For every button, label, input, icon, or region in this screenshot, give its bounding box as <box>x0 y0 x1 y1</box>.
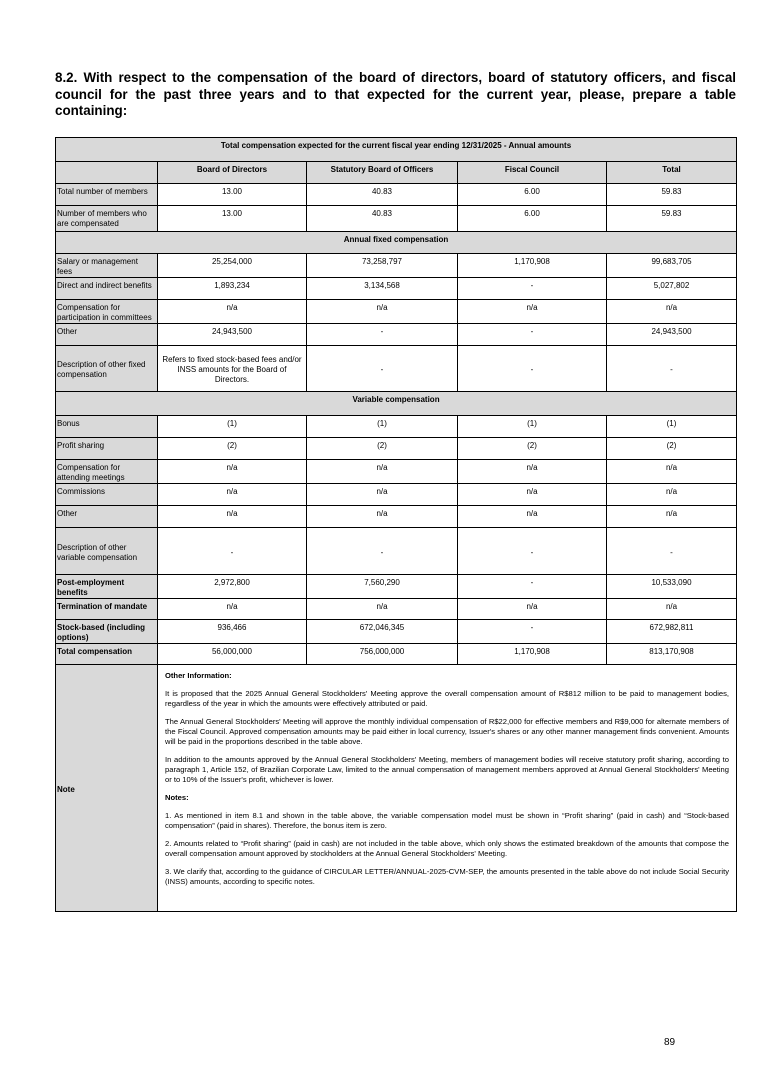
row-value: 13.00 <box>158 206 307 232</box>
row-value: - <box>158 528 307 575</box>
table-row <box>56 438 737 460</box>
row-label: Total compensation <box>56 644 158 665</box>
note-paragraph: Other Information: <box>165 671 232 680</box>
row-value: n/a <box>158 460 307 484</box>
row-value: 3,134,568 <box>307 278 458 300</box>
row-label: Termination of mandate <box>56 599 158 620</box>
table-row <box>56 575 737 599</box>
row-value: (2) <box>158 438 307 460</box>
row-value: 13.00 <box>158 184 307 206</box>
row-value: (2) <box>458 438 607 460</box>
row-value: 73,258,797 <box>307 254 458 278</box>
table-row <box>56 620 737 644</box>
note-content <box>158 665 737 912</box>
row-value: n/a <box>158 599 307 620</box>
row-value: 7,560,290 <box>307 575 458 599</box>
row-value: - <box>307 324 458 346</box>
row-value: n/a <box>458 460 607 484</box>
table-row <box>56 644 737 665</box>
row-value: - <box>458 575 607 599</box>
row-label: Salary or management fees <box>56 254 158 278</box>
row-label: Number of members who are compensated <box>56 206 158 232</box>
row-value: (1) <box>607 416 737 438</box>
section-heading: 8.2. With respect to the compensation of the board of directors, board of statutory officers, and fiscal council for the past three years and to that expected for the current year, please, prepare a table containing: <box>55 70 736 118</box>
row-value: 5,027,802 <box>607 278 737 300</box>
table-row <box>56 206 737 232</box>
row-value: n/a <box>458 599 607 620</box>
row-value: 25,254,000 <box>158 254 307 278</box>
note-paragraph: 1. As mentioned in item 8.1 and shown in the table above, the variable compensation model must be shown in “Profit sharing” (paid in cash) and “Stock-based compensation” (paid in shares). Therefore, the bonus item is zero. <box>165 811 730 830</box>
row-value: Refers to fixed stock-based fees and/or INSS amounts for the Board of Directors. <box>158 346 307 392</box>
row-value: n/a <box>307 599 458 620</box>
row-value: 40.83 <box>307 206 458 232</box>
compensation-table <box>55 137 737 912</box>
row-value: 672,982,811 <box>607 620 737 644</box>
row-value: n/a <box>158 506 307 528</box>
row-value: 672,046,345 <box>307 620 458 644</box>
section-header: Variable compensation <box>56 392 737 416</box>
row-value: - <box>458 324 607 346</box>
row-label: Description of other fixed compensation <box>56 346 158 392</box>
table-title: Total compensation expected for the current fiscal year ending 12/31/2025 - Annual amounts <box>56 138 737 162</box>
row-label: Other <box>56 324 158 346</box>
col-header-fiscal-council: Fiscal Council <box>458 162 607 184</box>
row-value: 59.83 <box>607 206 737 232</box>
row-value: - <box>458 528 607 575</box>
table-row <box>56 346 737 392</box>
row-value: 24,943,500 <box>607 324 737 346</box>
row-value: 1,893,234 <box>158 278 307 300</box>
table-row <box>56 416 737 438</box>
row-value: 99,683,705 <box>607 254 737 278</box>
note-paragraph: 3. We clarify that, according to the guidance of CIRCULAR LETTER/ANNUAL-2025-CVM-SEP, the amounts presented in the table above do not include Social Security (INSS) amounts, according to specific notes. <box>165 867 730 886</box>
row-value: n/a <box>607 460 737 484</box>
note-paragraph: In addition to the amounts approved by the Annual General Stockholders' Meeting, members of management bodies will receive statutory profit sharing, according to paragraph 1, Article 152, of Brazilian Corporate Law, limited to the annual compensation of management members approved at Annual General Stockholders' Meeting or to 10% of the Issuer's profit, whichever is lower. <box>165 755 730 784</box>
table-row <box>56 599 737 620</box>
row-label: Post-employment benefits <box>56 575 158 599</box>
note-row <box>56 665 737 912</box>
col-header-board-of-directors: Board of Directors <box>158 162 307 184</box>
table-row <box>56 506 737 528</box>
table-row <box>56 254 737 278</box>
row-value: (1) <box>458 416 607 438</box>
table-row <box>56 278 737 300</box>
row-label: Total number of members <box>56 184 158 206</box>
header-blank <box>56 162 158 184</box>
row-value: n/a <box>158 300 307 324</box>
row-label: Compensation for attending meetings <box>56 460 158 484</box>
row-value: 936,466 <box>158 620 307 644</box>
row-label: Compensation for participation in committees <box>56 300 158 324</box>
row-value: 813,170,908 <box>607 644 737 665</box>
table-row <box>56 484 737 506</box>
row-label: Other <box>56 506 158 528</box>
row-label: Profit sharing <box>56 438 158 460</box>
table-row <box>56 300 737 324</box>
row-value: - <box>458 346 607 392</box>
note-paragraph: It is proposed that the 2025 Annual General Stockholders' Meeting approve the overall compensation amount of R$812 million to be paid to management bodies, regardless of the year in which the amounts were effectively attributed or paid. <box>165 689 730 708</box>
row-value: - <box>607 346 737 392</box>
row-label: Bonus <box>56 416 158 438</box>
row-value: 10,533,090 <box>607 575 737 599</box>
row-value: n/a <box>307 460 458 484</box>
row-value: 1,170,908 <box>458 254 607 278</box>
row-value: n/a <box>607 484 737 506</box>
row-value: 40.83 <box>307 184 458 206</box>
note-paragraph: 2. Amounts related to “Profit sharing” (paid in cash) are not included in the table above, which only shows the estimated breakdown of the amounts that compose the overall compensation amount approved by stockholders at the Annual General Stockholders' Meeting. <box>165 839 730 858</box>
row-value: (2) <box>607 438 737 460</box>
row-label: Commissions <box>56 484 158 506</box>
row-value: 24,943,500 <box>158 324 307 346</box>
row-value: n/a <box>307 506 458 528</box>
row-value: n/a <box>607 599 737 620</box>
col-header-total: Total <box>607 162 737 184</box>
table-row <box>56 184 737 206</box>
row-value: 59.83 <box>607 184 737 206</box>
row-value: 1,170,908 <box>458 644 607 665</box>
table-row <box>56 324 737 346</box>
row-value: 56,000,000 <box>158 644 307 665</box>
section-header: Annual fixed compensation <box>56 232 737 254</box>
row-value: - <box>307 346 458 392</box>
row-value: (1) <box>158 416 307 438</box>
row-value: 6.00 <box>458 206 607 232</box>
row-value: - <box>307 528 458 575</box>
row-value: n/a <box>458 506 607 528</box>
row-value: (1) <box>307 416 458 438</box>
row-value: 6.00 <box>458 184 607 206</box>
row-value: - <box>607 528 737 575</box>
row-value: 756,000,000 <box>307 644 458 665</box>
row-label: Stock-based (including options) <box>56 620 158 644</box>
row-label: Description of other variable compensation <box>56 528 158 575</box>
row-label: Direct and indirect benefits <box>56 278 158 300</box>
row-value: (2) <box>307 438 458 460</box>
row-value: n/a <box>458 484 607 506</box>
note-paragraph: Notes: <box>165 793 189 802</box>
row-value: n/a <box>307 300 458 324</box>
page-number: 89 <box>664 1037 676 1048</box>
row-value: n/a <box>307 484 458 506</box>
row-value: - <box>458 620 607 644</box>
table-row <box>56 528 737 575</box>
row-value: n/a <box>607 300 737 324</box>
row-value: n/a <box>607 506 737 528</box>
note-paragraph: The Annual General Stockholders' Meeting will approve the monthly individual compensation of R$22,000 for effective members and R$9,000 for alternate members of the Fiscal Council. Approved compensation amounts may be paid either in local currency, Issuer's shares or any other manner management finds convenient. Amounts will be paid in the proportions described in the table above. <box>165 717 730 746</box>
row-value: n/a <box>458 300 607 324</box>
col-header-statutory-board: Statutory Board of Officers <box>307 162 458 184</box>
table-row <box>56 460 737 484</box>
row-value: 2,972,800 <box>158 575 307 599</box>
row-value: - <box>458 278 607 300</box>
note-label: Note <box>56 665 158 912</box>
row-value: n/a <box>158 484 307 506</box>
